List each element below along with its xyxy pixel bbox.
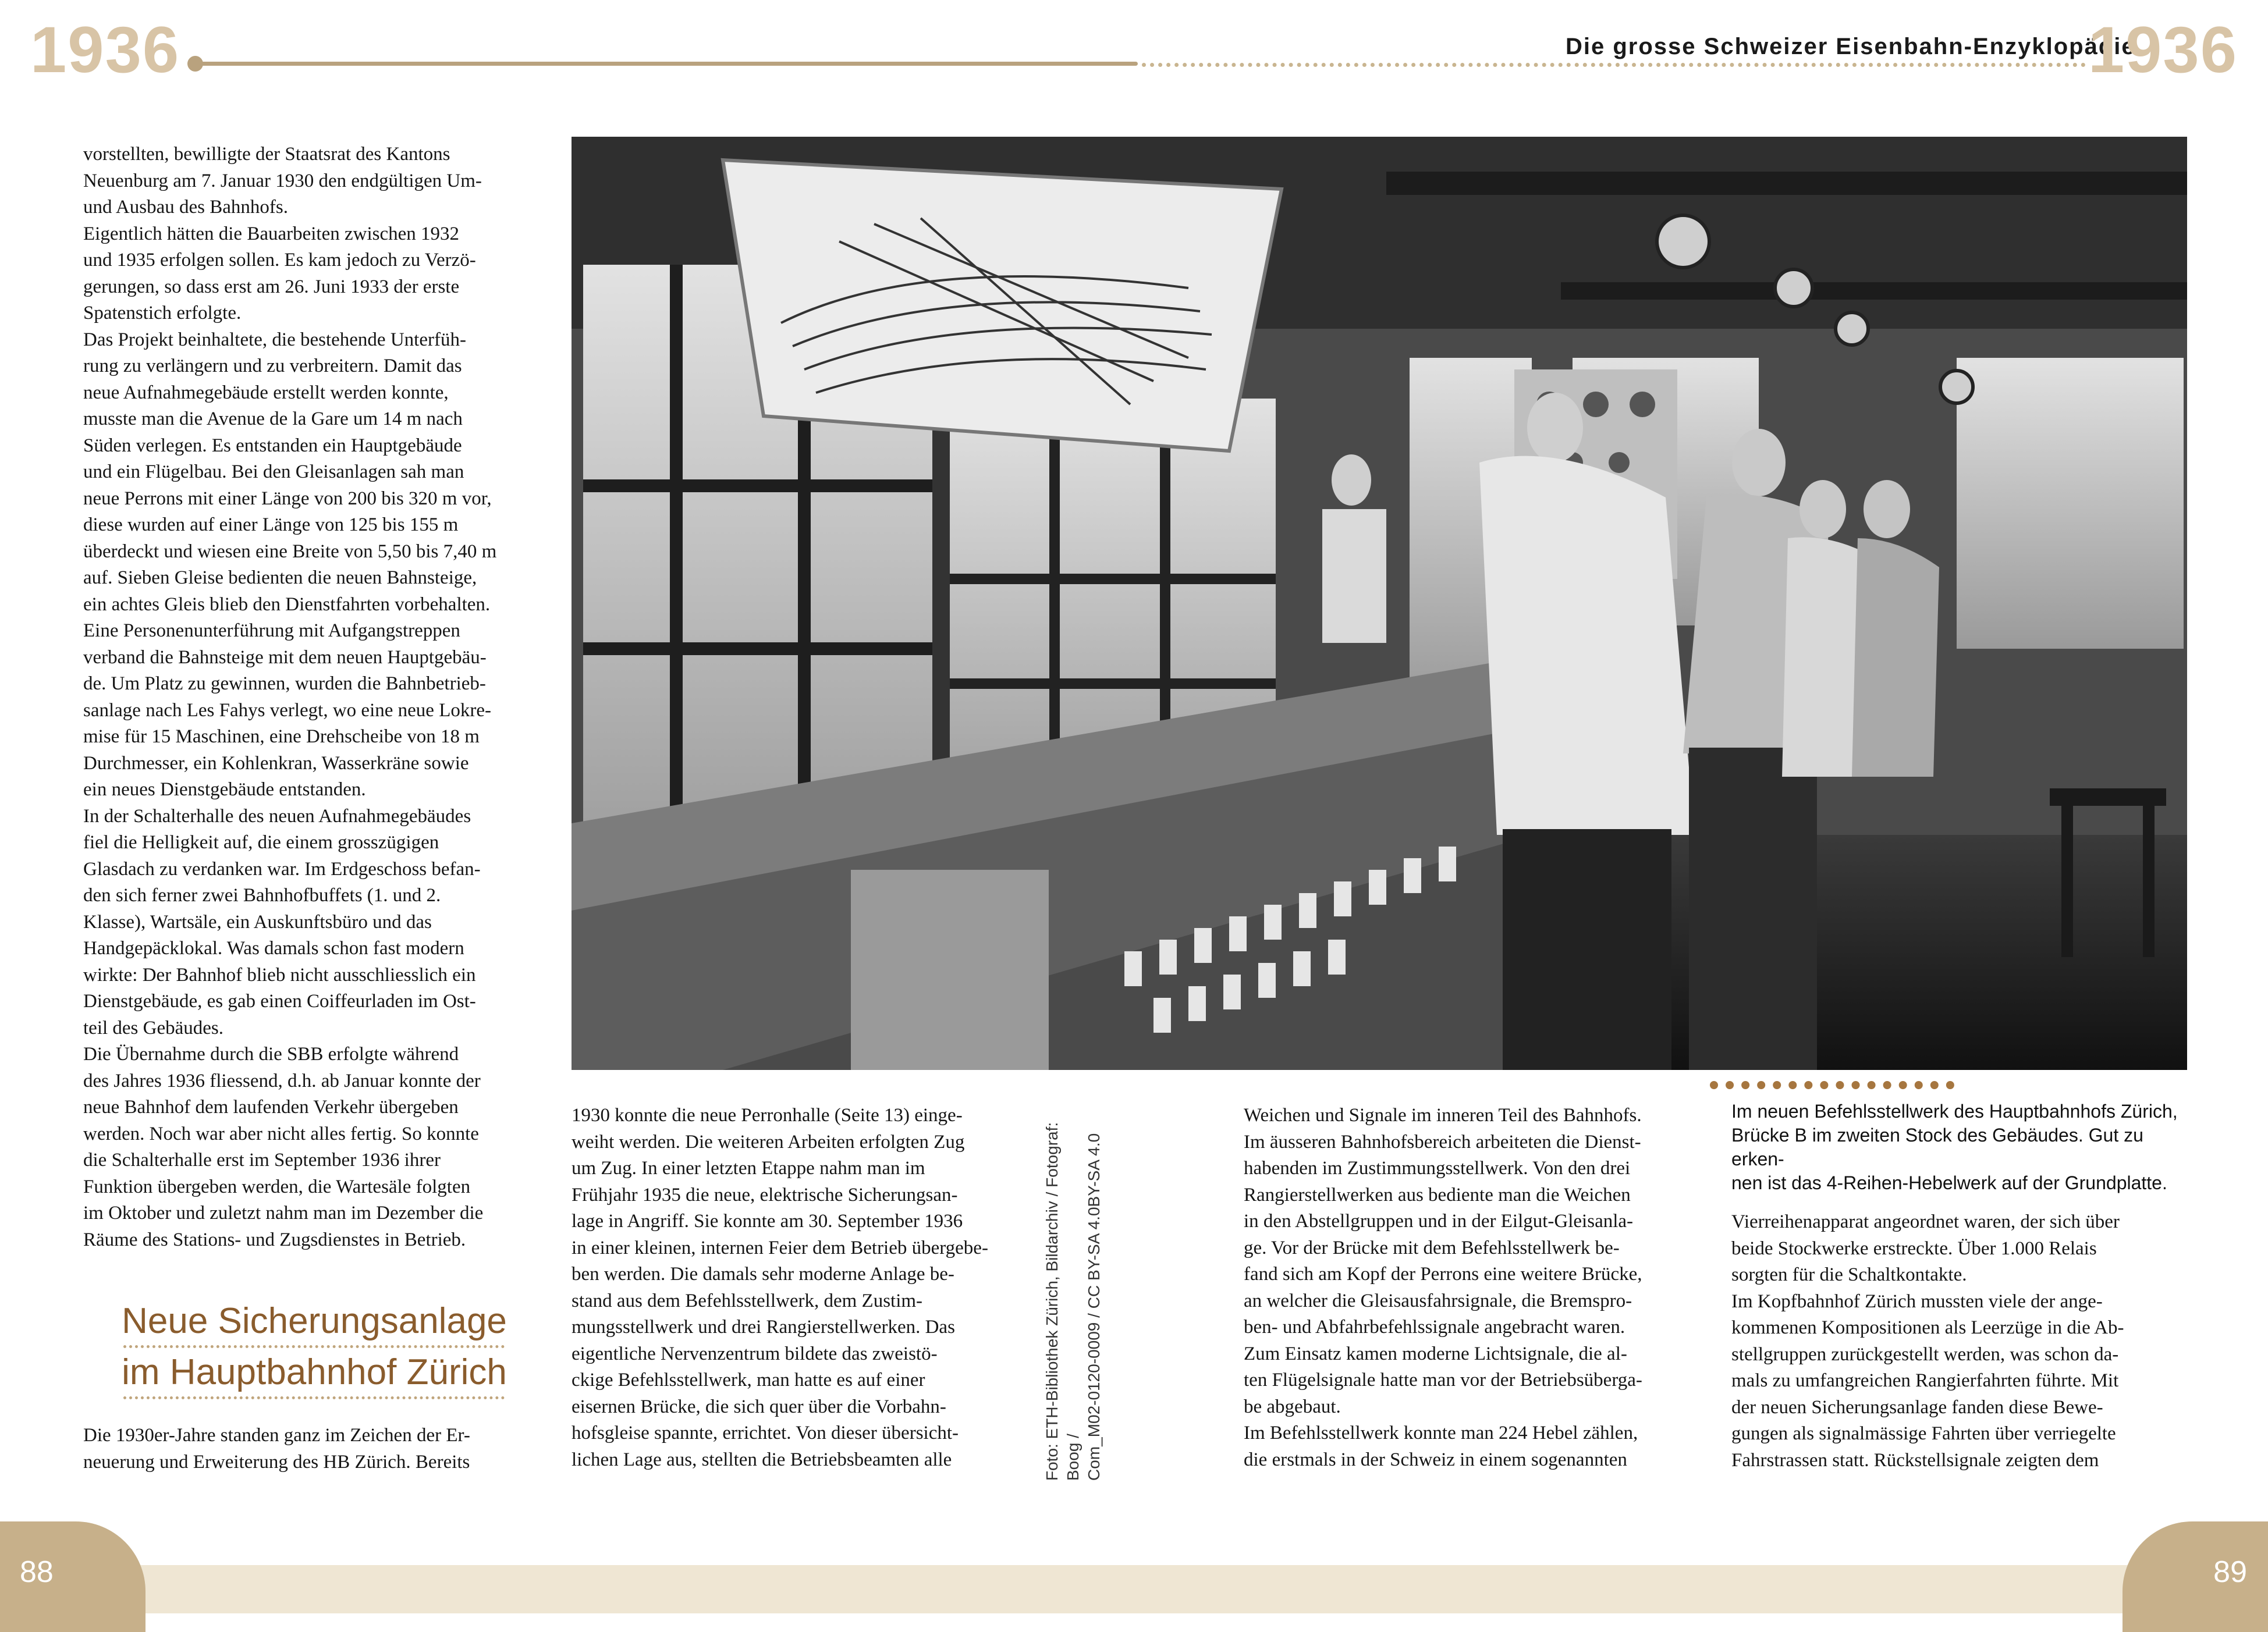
photo-credit: Foto: ETH-Bibliothek Zürich, Bildarchiv / Fotograf: Boog / Com_M02-0120-0009 / CC BY-SA 4.0BY-SA 4.0 — [1043, 1122, 1103, 1481]
header-rule-dotted — [1142, 63, 2086, 67]
section-heading-line-2: im Hauptbahnhof Zürich — [122, 1352, 507, 1392]
signal-box-photo — [572, 137, 2187, 1070]
page-number-right: 89 — [2213, 1555, 2247, 1589]
column-4-text: Vierreihenapparat angeordnet waren, der sich über beide Stockwerke erstreckte. Über 1.000 Relais sorgten für die Schaltkontakte. Im Kopfbahnhof Zürich mussten viele der ange- kommenen Kompositionen als Leerzüge in die Ab- stellgruppen zurückgestellt werden, was schon da- mals zu umfangreichen Rangierfahrten führte. Mit der neuen Sicherungsanlage fanden diese Bewe- gungen als signalmässige Fahrten über verriegelte Fahrstrassen statt. Rückstellsignale zeigten dem — [1731, 1211, 2124, 1471]
column-2-text: 1930 konnte die neue Perronhalle (Seite 13) einge- weiht werden. Die weiteren Arbeiten erfolgten Zug um Zug. In einer letzten Etappe nahm man im Frühjahr 1935 die neue, elektrische Sicherungsan- lage in Angriff. Sie konnte am 30. September 1936 in einer kleinen, internen Feier dem Betrieb übergebe- ben werden. Die damals sehr moderne Anlage be- stand aus dem Befehlsstellwerk, dem Zustim- mungsstellwerk und drei Rangierstellwerken. Das eigentliche Nervenzentrum bildete das zweistö- ckige Befehlsstellwerk, man hatte es auf einer eisernen Brücke, die sich quer über die Vorbahn- hofsgleise spannte, errichtet. Von dieser übersicht- lichen Lage aus, stellten die Betriebsbeamten alle — [572, 1105, 988, 1470]
caption-dots — [1710, 1081, 1954, 1089]
column-1-text: vorstellten, bewilligte der Staatsrat des Kantons Neuenburg am 7. Januar 1930 den endgültigen Um- und Ausbau des Bahnhofs. Eigentlich hätten die Bauarbeiten zwischen 1932 und 1935 erfolgen sollen. Es kam jedoch zu Verzö- gerungen, so dass erst am 26. Juni 1933 der erste Spatenstich erfolgte. Das Projekt beinhaltete, die bestehende Unterfüh- rung zu verlängern und zu verbreitern. Damit das neue Aufnahmegebäude erstellt werden konnte, musste man die Avenue de la Gare um 14 m nach Süden verlegen. Es entstanden ein Hauptgebäude und ein Flügelbau. Bei den Gleisanlagen sah man neue Perrons mit einer Länge von 200 bis 320 m vor, diese wurden auf einer Länge von 125 bis 155 m überdeckt und wiesen eine Breite von 5,50 bis 7,40 m auf. Sieben Gleise bedienten die neuen Bahnsteige, ein achtes Gleis blieb den Dienstfahrten vorbehalten. Eine Personenunterführung mit Aufgangstreppen verband die Bahnsteige mit dem neuen Hauptgebäu- de. Um Platz zu gewinnen, wurden die Bahnbetrieb- sanlage nach Les Fahys verlegt, wo eine neue Lokre- mise für 15 Maschinen, eine Drehscheibe von 18 m Durchmesser, ein Kohlenkran, Wasserkräne sowie ein neues Dienstgebäude entstanden. In der Schalterhalle des neuen Aufnahmegebäudes fiel die Helligkeit auf, die einem grosszügigen Glasdach zu verdanken war. Im Erdgeschoss befan- den sich ferner zwei Bahnhofbuffets (1. und 2. Klasse), Wartsäle, ein Auskunftsbüro und das Handgepäcklokal. Was damals schon fast modern wirkte: Der Bahnhof blieb nicht ausschliesslich ein Dienstgebäude, es gab einen Coiffeurladen im Ost- teil des Gebäudes. Die Übernahme durch die SBB erfolgte während des Jahres 1936 fliessend, d.h. ab Januar konnte der neue Bahnhof dem laufenden Verkehr übergeben werden. Noch war aber nicht alles fertig. So konnte die Schalterhalle erst im September 1936 ihrer Funktion übergeben werden, die Wartesäle folgten im Oktober und zuletzt nahm man im Dezember die Räume des Stations- und Zugsdienstes in Betrieb. — [83, 144, 497, 1250]
running-title: Die grosse Schweizer Eisenbahn-Enzyklopädie — [1566, 34, 2136, 59]
column-3-text: Weichen und Signale im inneren Teil des Bahnhofs. Im äusseren Bahnhofsbereich arbeiteten die Dienst- habenden im Zustimmungsstellwerk. Von den drei Rangierstellwerken aus bediente man die Weichen in den Abstellgruppen und in der Eilgut-Gleisanla- ge. Vor der Brücke mit dem Befehlsstellwerk be- fand sich am Kopf der Perrons eine weitere Brücke, an welcher die Gleisausfahrsignale, die Bremspro- ben- und Abfahrbefehlssignale angebracht waren. Zum Einsatz kamen moderne Lichtsignale, die al- ten Flügelsignale hatte man vor der Betriebsüberga- be abgebaut. Im Befehlsstellwerk konnte man 224 Hebel zählen, die erstmals in der Schweiz in einem sogenannten — [1244, 1105, 1642, 1470]
year-left: 1936 — [30, 13, 180, 86]
signal-box-photo-illustration — [572, 137, 2187, 1070]
page-number-left: 88 — [20, 1555, 54, 1589]
year-right: 1936 — [2088, 13, 2238, 86]
heading-underline — [123, 1345, 505, 1348]
footer-band — [0, 1565, 2268, 1613]
section-heading-line-1: Neue Sicherungsanlage — [122, 1301, 507, 1341]
header-rule — [201, 62, 1138, 66]
photo-caption: Im neuen Befehlsstellwerk des Hauptbahnhofs Zürich, Brücke B im zweiten Stock des Gebäudes. Gut zu erken- nen ist das 4-Reihen-Hebelwerk auf der Grundplatte. — [1731, 1101, 2178, 1193]
column-1-continued-text: Die 1930er-Jahre standen ganz im Zeichen der Er- neuerung und Erweiterung des HB Zürich. Bereits — [83, 1425, 470, 1473]
heading-underline — [123, 1396, 505, 1399]
